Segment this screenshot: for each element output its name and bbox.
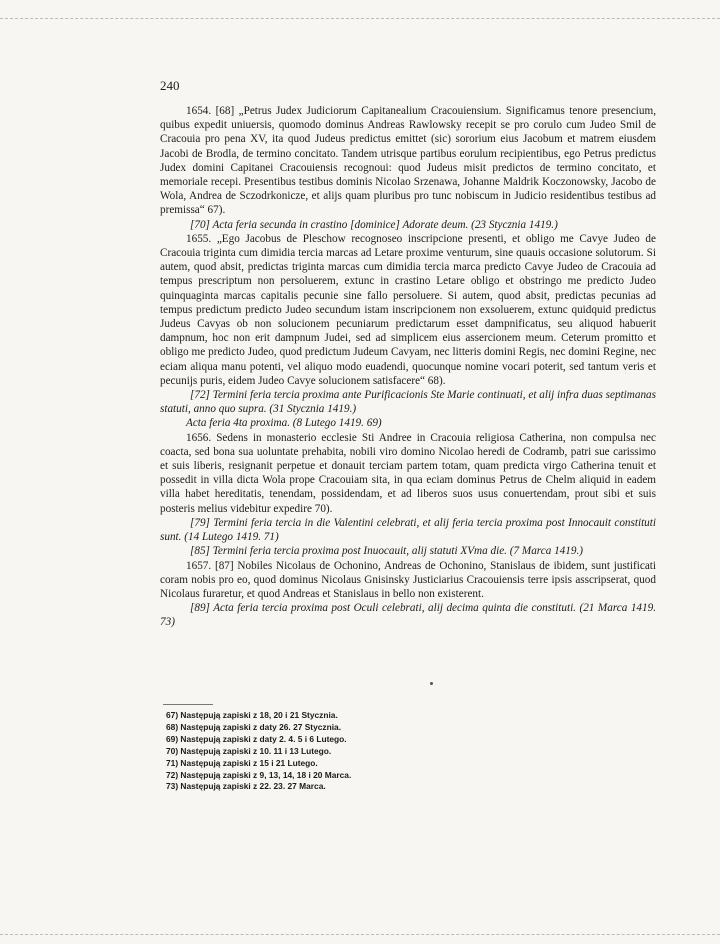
dot-mark bbox=[430, 682, 433, 685]
session-note-89: [89] Acta feria tercia proxima post Oculi celebrati, alij decima quinta die constituti. (21 Marca 1419. 73) bbox=[160, 602, 656, 629]
footnote-68: 68) Następują zapiski z daty 26. 27 Stycznia. bbox=[166, 721, 342, 732]
session-note-acta: Acta feria 4ta proxima. (8 Lutego 1419. 69) bbox=[186, 417, 382, 430]
footnote-67: 67) Następują zapiski z 18, 20 i 21 Stycznia. bbox=[166, 710, 338, 720]
footnote-69: 69) Następują zapiski z daty 2. 4. 5 i 6 Lutego. bbox=[166, 733, 347, 744]
bottom-edge-line bbox=[0, 934, 720, 935]
session-note-85: [85] Termini feria tercia proxima post Inuocauit, alij statuti XVma die. (7 Marca 1419.) bbox=[190, 545, 583, 558]
paragraph-1656: 1656. Sedens in monasterio ecclesie Sti Andree in Cracouia religiosa Catherina, non compulsa nec coacta, sed bona sua uoluntate prehabita, nobili viro domino Nicolao heredi de Codramb, patri sue carissimo et suis liberis, resignanit perpetue et donauit terciam partem totam, quam predicta virgo Catherina tenuit et possedit in villa dicta Wola prope Cracouiam sita, in qua eciam dominus Petrus de Chelm aliquid in eadem villa habet hereditatis, tenendam, possidendam, et ad liberos suos usus conuertendam, prout sibi et suis posteris melius videbitur expedire 70). bbox=[160, 431, 656, 515]
footnotes bbox=[166, 710, 466, 793]
footnote-70: 70) Następują zapiski z 10. 11 i 13 Lutego. bbox=[166, 745, 332, 756]
paragraph-1654: 1654. [68] „Petrus Judex Judiciorum Capitanealium Cracouiensium. Significamus tenore presencium, quibus expedit uniuersis, quomodo dominus Andreas Rawlowsky recepit se pro corulo cum Judeo Smil de Cracouia pro pena XV, ita quod Judeus predictus emittet (sic) sororium eius Jacobum et matrem eiusdem Jacobi de Brodla, de termino concitato. Tandem utrisque partibus eorulum recipientibus, ego Petrus predictus Judex domini Capitanei Cracouiensis recognoui: quod Judeus misit predictos de termino concitato, et memoriale recepi. Presentibus testibus dominis Nicolao Srzenawa, Johanne Maldrik Koczonowsky, Jacobo de Wola, Andrea de Sczodrkonicze, et alijs quam pluribus pro tunc nobiscum in Judicio residentibus testibus ad premissa“ 67). bbox=[160, 105, 656, 217]
session-note-70: [70] Acta feria secunda in crastino [dominice] Adorate deum. (23 Stycznia 1419.) bbox=[190, 218, 558, 231]
footnote-73: 73) Następują zapiski z 22. 23. 27 Marca. bbox=[166, 781, 326, 792]
footnote-71: 71) Następują zapiski z 15 i 21 Lutego. bbox=[166, 757, 318, 768]
main-text bbox=[160, 104, 656, 630]
page-number: 240 bbox=[160, 78, 180, 93]
session-note-72: [72] Termini feria tercia proxima ante Purificacionis Ste Marie continuati, et alij infra duas septimanas statuti, anno quo supra. (31 Stycznia 1419.) bbox=[160, 389, 656, 416]
session-note-79: [79] Termini feria tercia in die Valentini celebrati, et alij feria tercia proxima post Innocauit constituti sunt. (14 Lutego 1419. 71) bbox=[160, 516, 656, 544]
footnote-rule bbox=[163, 704, 213, 705]
footnote-72: 72) Następują zapiski z 9, 13, 14, 18 i 20 Marca. bbox=[166, 769, 352, 780]
paragraph-1657: 1657. [87] Nobiles Nicolaus de Ochonino, Andreas de Ochonino, Stanislaus de ibidem, sunt justificati coram nobis pro eo, quod dominus Nicolaus Gnisinsky Justiciarius Cracouiensis terre ipsis asscripserat, quod Nicolaus furaretur, et quod Andreas et Stanislaus in bello non existerent. bbox=[160, 559, 656, 600]
paragraph-1655: 1655. „Ego Jacobus de Pleschow recognoseo inscripcione presenti, et obligo me Cavye Judeo de Cracouia triginta cum dimidia tercia marcas ad Letare proxime venturum, sine quauis occasione solutorum. Si autem, quod absit, predictas triginta marcas cum dimidia tercia marca predicto Cavye Judeo de Cracouia ad tempus prescriptum non persoluerem, extunc in crastino Letare obligo et obstringo me predicto Judeo quinquaginta marcas capitalis pecunie sine fallo persoluere. Si autem, quod absit, predictas pecunias ad tempus predictum predicto Judeo secundum istam inscripcionem non exsoluerem, extunc quidquid predictus Judeus Cavyas ob non solucionem pecuniarum predictarum esset dampnificatus, seu aliquod habuerit dampnum, hoc non erit dampnum Judei, sed ad simplicem eius assercionem meum. Ceterum promitto et obligo me predicto Judeo, quod predictum Judeum Cavyam, nec litteris domini Regis, nec domini Regine, nec eciam aliqua manu potenti, vel aliquo modo euadendi, quocunque nomine vocari poterit, sed tantum veris et pecunijs puris, eidem Judeo Cavye solucionem satisfacere“ 68). bbox=[160, 232, 656, 387]
top-edge-line bbox=[0, 18, 720, 19]
